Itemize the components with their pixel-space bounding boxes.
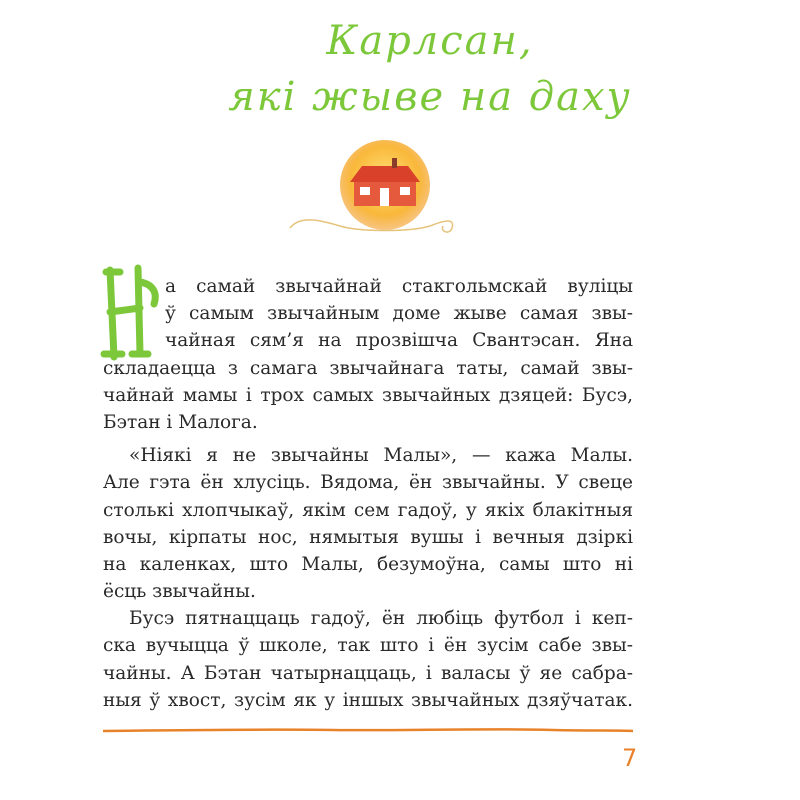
chapter-title-line-2: які жыве на даху [228,74,632,120]
text-line: чайная сям’я на прозвішча Свантэсан. Яна [165,330,633,352]
chapter-title-line-1: Карлсан, [326,18,534,64]
text-line: ныя ў хвост, зусім як у іншых звычайных дзяўчатак. [103,689,633,711]
text-line: «Ніякі я не звычайны Малы», — кажа Малы. [129,445,633,467]
text-line: ёсць звычайны. [103,581,256,603]
text-line: чайны. А Бэтан чатырнаццаць, і валасы ў яе сабра- [103,662,633,684]
text-line: Але гэта ён хлусіць. Вядома, ён звычайны. У свеце [103,472,633,494]
text-line: чайнай мамы і трох самых звычайных дзяцей: Бусэ, [103,384,633,406]
text-line: ска вучыцца ў школе, так што і ён зусім сабе звы- [103,635,633,657]
text-line: а самай звычайнай стакгольмскай вуліцы [165,276,633,297]
body-text [103,273,633,714]
text-line: столькі хлопчыкаў, якім сем гадоў, у якіх блакітныя [103,499,633,521]
text-line: вочы, кірпаты нос, нямытыя вушы і вечныя дзіркі [103,526,633,548]
page-number: 7 [622,744,638,772]
footer-divider [103,727,633,733]
house-illustration [280,140,460,250]
text-line: Бэтан і Малога. [103,411,258,433]
text-line: на каленках, што Малы, безумоўна, самы што ні [103,553,633,575]
text-line: ў самым звычайным доме жыве самая звы- [165,303,633,325]
text-line: Бусэ пятнаццаць гадоў, ён любіць футбол і кеп- [129,608,633,630]
text-line: складаецца з самага звычайнага таты, самай звы- [103,357,633,379]
